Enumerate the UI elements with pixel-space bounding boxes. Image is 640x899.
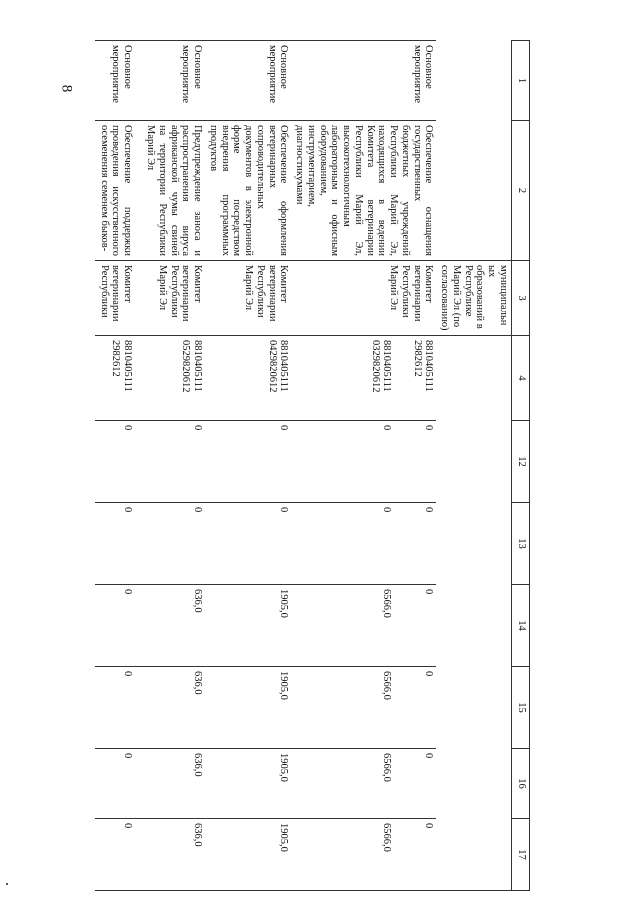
- cell-13: 0: [95, 503, 135, 585]
- cell-12: 0: [135, 421, 205, 503]
- continuation-row: [437, 41, 512, 891]
- cell-16: 0: [95, 749, 135, 819]
- continuation-executor: муниципальных образований в Республике Марий Эл (по согласованию): [437, 261, 512, 336]
- row-executor: Комитет ветеринарии Республики Марий Эл: [135, 261, 205, 336]
- row-code: 8810405111 2982612: [95, 336, 135, 421]
- row-code: 8810405111 0429820612: [205, 336, 291, 421]
- cell-16: 0: [394, 749, 436, 819]
- cell-15: 0: [394, 667, 436, 749]
- row-description: Обеспечение поддержки проведения искусственного осеменения семенем быков-: [95, 121, 135, 261]
- row-code: 8810405111 0529820612: [135, 336, 205, 421]
- row-type: Основное мероприятие: [135, 41, 205, 121]
- cell-12: 0: [95, 421, 135, 503]
- cell-13: 0: [205, 503, 291, 585]
- cell-15: 0: [95, 667, 135, 749]
- header-col-16: 16: [512, 749, 530, 819]
- cell-15: 1905,0: [205, 667, 291, 749]
- cell-12: 0: [394, 421, 436, 503]
- header-col-15: 15: [512, 667, 530, 749]
- cell-14: 6566,0: [292, 585, 395, 667]
- header-col-2: 2: [512, 121, 530, 261]
- row-type: Основное мероприятие: [95, 41, 135, 121]
- header-col-17: 17: [512, 819, 530, 891]
- header-col-3: 3: [512, 261, 530, 336]
- cell-14: 636,0: [135, 585, 205, 667]
- cell-17: 6566,0: [292, 819, 395, 891]
- cell-17: 0: [95, 819, 135, 891]
- row-description: Предупреждение заноса и распространения вируса африканской чумы свиней на территории Республики Марий Эл: [135, 121, 205, 261]
- cell-13: 0: [292, 503, 395, 585]
- budget-table: [95, 40, 530, 891]
- table-row: [95, 41, 135, 891]
- cell-12: 0: [205, 421, 291, 503]
- row-type: Основное мероприятие: [292, 41, 437, 121]
- cell-13: 0: [394, 503, 436, 585]
- table-row: [394, 41, 436, 891]
- cell-17: 0: [394, 819, 436, 891]
- row-type: Основное мероприятие: [205, 41, 291, 121]
- cell-14: 1905,0: [205, 585, 291, 667]
- row-executor: Комитет ветеринарии Республики Марий Эл: [292, 261, 437, 336]
- header-col-1: 1: [512, 41, 530, 121]
- rotated-table-container: [98, 40, 530, 890]
- page-number: 8: [58, 84, 75, 93]
- row-code: 8810405111 2982612: [394, 336, 436, 421]
- row-description: Обеспечение оснащения государственных бюджетных учреждений Республики Марий Эл, находящихся в ведении Комитета ветеринарии Республики Марий Эл, высокотехнологичным лабораторным и офисным оборудованием, инструментарием, диагностикумами: [292, 121, 437, 261]
- header-col-4: 4: [512, 336, 530, 421]
- cell-15: 636,0: [135, 667, 205, 749]
- cell-12: 0: [292, 421, 395, 503]
- cell-17: 636,0: [135, 819, 205, 891]
- header-col-12: 12: [512, 421, 530, 503]
- cell-17: 1905,0: [205, 819, 291, 891]
- cell-16: 6566,0: [292, 749, 395, 819]
- cell-16: 636,0: [135, 749, 205, 819]
- cell-14: 0: [394, 585, 436, 667]
- table-row: [205, 41, 291, 891]
- cell-14: 0: [95, 585, 135, 667]
- cell-15: 6566,0: [292, 667, 395, 749]
- header-col-13: 13: [512, 503, 530, 585]
- cell-13: 0: [135, 503, 205, 585]
- row-executor: Комитет ветеринарии Республики Марий Эл: [205, 261, 291, 336]
- table-row: [135, 41, 205, 891]
- header-row: [512, 41, 530, 891]
- row-executor: Комитет ветеринарии Республики: [95, 261, 135, 336]
- row-code: 8810405111 0329820612: [292, 336, 395, 421]
- header-col-14: 14: [512, 585, 530, 667]
- cell-16: 1905,0: [205, 749, 291, 819]
- scan-speck: [6, 883, 8, 885]
- row-description: Обеспечение оформления ветеринарных сопроводительных документов в электронной форме посредством внедрения программных продуктов: [205, 121, 291, 261]
